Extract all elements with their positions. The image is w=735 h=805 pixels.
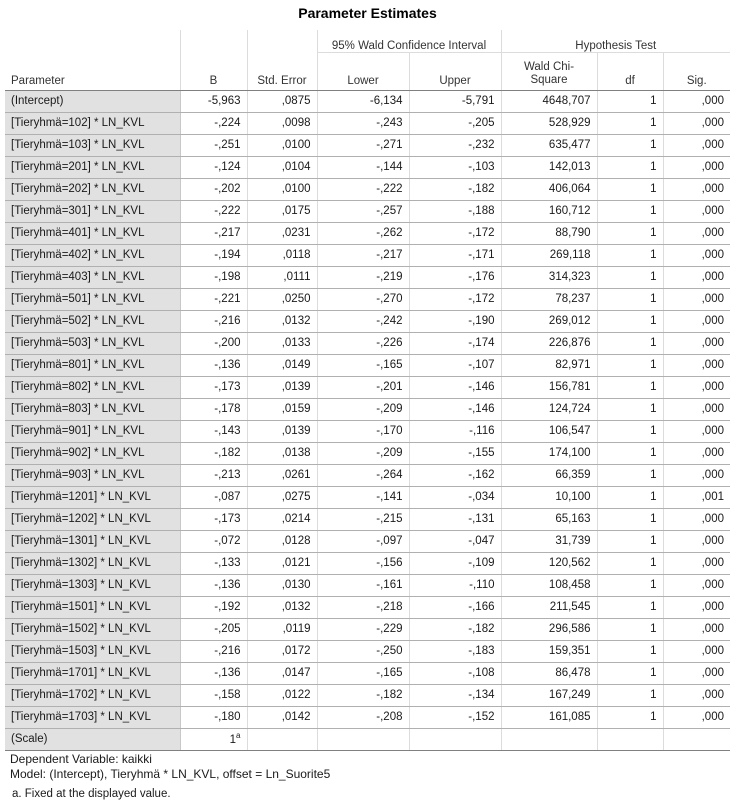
cell-lower: -,141 (317, 487, 409, 509)
cell-sig: ,000 (663, 113, 730, 135)
cell-sig: ,000 (663, 399, 730, 421)
cell-df: 1 (597, 487, 663, 509)
cell-parameter: [Tieryhmä=1501] * LN_KVL (5, 597, 180, 619)
cell-wald-chi-square: 66,359 (501, 465, 597, 487)
cell-parameter: (Scale) (5, 729, 180, 751)
cell-std-error: ,0130 (247, 575, 317, 597)
cell-lower: -,271 (317, 135, 409, 157)
table-row (5, 245, 730, 267)
cell-std-error: ,0275 (247, 487, 317, 509)
cell-b: -,180 (180, 707, 247, 729)
table-row (5, 575, 730, 597)
cell-df: 1 (597, 201, 663, 223)
header-parameter: Parameter (5, 53, 180, 91)
cell-sig: ,000 (663, 91, 730, 113)
cell-parameter: [Tieryhmä=301] * LN_KVL (5, 201, 180, 223)
cell-upper: -,172 (409, 223, 501, 245)
cell-wald-chi-square: 156,781 (501, 377, 597, 399)
cell-b: -,221 (180, 289, 247, 311)
cell-df: 1 (597, 267, 663, 289)
cell-b: -,136 (180, 663, 247, 685)
cell-sig: ,000 (663, 377, 730, 399)
table-row (5, 311, 730, 333)
cell-std-error: ,0104 (247, 157, 317, 179)
cell-parameter: [Tieryhmä=903] * LN_KVL (5, 465, 180, 487)
cell-parameter: [Tieryhmä=801] * LN_KVL (5, 355, 180, 377)
cell-df: 1 (597, 399, 663, 421)
cell-df: 1 (597, 311, 663, 333)
cell-b: -,194 (180, 245, 247, 267)
cell-df: 1 (597, 509, 663, 531)
cell-upper: -,190 (409, 311, 501, 333)
cell-std-error: ,0875 (247, 91, 317, 113)
cell-upper: -,034 (409, 487, 501, 509)
table-row (5, 223, 730, 245)
table-row (5, 399, 730, 421)
cell-b: -,136 (180, 575, 247, 597)
cell-lower: -,161 (317, 575, 409, 597)
cell-upper: -,205 (409, 113, 501, 135)
cell-sig: ,000 (663, 553, 730, 575)
cell-parameter: [Tieryhmä=1702] * LN_KVL (5, 685, 180, 707)
cell-b: -,192 (180, 597, 247, 619)
cell-lower: -,182 (317, 685, 409, 707)
header-wald-chi-square-text: Wald Chi-Square (523, 61, 575, 86)
cell-df: 1 (597, 619, 663, 641)
cell-b: -,198 (180, 267, 247, 289)
cell-wald-chi-square: 406,064 (501, 179, 597, 201)
table-row (5, 663, 730, 685)
cell-wald-chi-square: 167,249 (501, 685, 597, 707)
cell-parameter: [Tieryhmä=1201] * LN_KVL (5, 487, 180, 509)
cell-lower: -,219 (317, 267, 409, 289)
cell-df: 1 (597, 707, 663, 729)
cell-df: 1 (597, 597, 663, 619)
cell-upper: -,103 (409, 157, 501, 179)
cell-b: -,216 (180, 311, 247, 333)
cell-lower: -,209 (317, 443, 409, 465)
parameter-estimates-table (5, 30, 730, 751)
cell-upper: -,134 (409, 685, 501, 707)
cell-std-error: ,0149 (247, 355, 317, 377)
cell-parameter: [Tieryhmä=501] * LN_KVL (5, 289, 180, 311)
cell-b: -,124 (180, 157, 247, 179)
cell-upper: -,152 (409, 707, 501, 729)
cell-b: -,216 (180, 641, 247, 663)
cell-parameter: [Tieryhmä=503] * LN_KVL (5, 333, 180, 355)
cell-std-error: ,0132 (247, 311, 317, 333)
cell-lower: -,262 (317, 223, 409, 245)
cell-sig: ,000 (663, 509, 730, 531)
cell-wald-chi-square: 211,545 (501, 597, 597, 619)
cell-sig: ,000 (663, 465, 730, 487)
cell-lower: -,250 (317, 641, 409, 663)
cell-wald-chi-square: 82,971 (501, 355, 597, 377)
scale-value: 1 (229, 734, 237, 747)
cell-wald-chi-square: 159,351 (501, 641, 597, 663)
cell-wald-chi-square: 142,013 (501, 157, 597, 179)
table-row (5, 443, 730, 465)
cell-std-error: ,0119 (247, 619, 317, 641)
table-row (5, 377, 730, 399)
header-wald-chi-square (501, 53, 597, 91)
cell-upper: -,172 (409, 289, 501, 311)
cell-sig: ,000 (663, 443, 730, 465)
cell-lower: -,226 (317, 333, 409, 355)
cell-upper: -,109 (409, 553, 501, 575)
cell-df: 1 (597, 289, 663, 311)
cell-std-error: ,0214 (247, 509, 317, 531)
cell-wald-chi-square: 296,586 (501, 619, 597, 641)
cell-df: 1 (597, 575, 663, 597)
cell-b: -,158 (180, 685, 247, 707)
cell-sig: ,000 (663, 575, 730, 597)
cell-std-error: ,0133 (247, 333, 317, 355)
table-row (5, 619, 730, 641)
cell-parameter: [Tieryhmä=1302] * LN_KVL (5, 553, 180, 575)
table-row (5, 333, 730, 355)
cell-lower: -,156 (317, 553, 409, 575)
cell-df: 1 (597, 553, 663, 575)
cell-lower: -,097 (317, 531, 409, 553)
cell-empty (663, 729, 730, 751)
cell-std-error: ,0159 (247, 399, 317, 421)
table-row (5, 641, 730, 663)
cell-upper: -,182 (409, 179, 501, 201)
cell-lower: -,229 (317, 619, 409, 641)
cell-df: 1 (597, 91, 663, 113)
cell-wald-chi-square: 78,237 (501, 289, 597, 311)
cell-upper: -,188 (409, 201, 501, 223)
cell-std-error: ,0121 (247, 553, 317, 575)
cell-parameter: [Tieryhmä=201] * LN_KVL (5, 157, 180, 179)
table-row (5, 91, 730, 113)
cell-parameter: [Tieryhmä=1301] * LN_KVL (5, 531, 180, 553)
table-row (5, 289, 730, 311)
cell-df: 1 (597, 157, 663, 179)
cell-wald-chi-square: 528,929 (501, 113, 597, 135)
cell-std-error: ,0172 (247, 641, 317, 663)
table-row (5, 707, 730, 729)
cell-sig: ,000 (663, 421, 730, 443)
cell-b: -,072 (180, 531, 247, 553)
footnote-marker: a (236, 731, 241, 741)
cell-parameter: [Tieryhmä=403] * LN_KVL (5, 267, 180, 289)
header-df: df (597, 53, 663, 91)
cell-sig: ,000 (663, 267, 730, 289)
cell-wald-chi-square: 88,790 (501, 223, 597, 245)
cell-lower: -,217 (317, 245, 409, 267)
cell-parameter: [Tieryhmä=902] * LN_KVL (5, 443, 180, 465)
cell-lower: -,257 (317, 201, 409, 223)
cell-wald-chi-square: 161,085 (501, 707, 597, 729)
cell-parameter: [Tieryhmä=803] * LN_KVL (5, 399, 180, 421)
header-blank (247, 30, 317, 53)
cell-b: -,217 (180, 223, 247, 245)
header-blank (5, 30, 180, 53)
cell-parameter: [Tieryhmä=202] * LN_KVL (5, 179, 180, 201)
cell-b: -5,963 (180, 91, 247, 113)
cell-empty (501, 729, 597, 751)
cell-df: 1 (597, 333, 663, 355)
table-row (5, 113, 730, 135)
cell-std-error: ,0175 (247, 201, 317, 223)
cell-b (180, 729, 247, 751)
table-row (5, 179, 730, 201)
cell-std-error: ,0098 (247, 113, 317, 135)
cell-parameter: [Tieryhmä=1303] * LN_KVL (5, 575, 180, 597)
cell-wald-chi-square: 120,562 (501, 553, 597, 575)
cell-upper: -,047 (409, 531, 501, 553)
cell-std-error: ,0142 (247, 707, 317, 729)
cell-upper: -,174 (409, 333, 501, 355)
cell-wald-chi-square: 65,163 (501, 509, 597, 531)
cell-empty (409, 729, 501, 751)
cell-sig: ,000 (663, 707, 730, 729)
cell-lower: -,242 (317, 311, 409, 333)
cell-b: -,200 (180, 333, 247, 355)
table-row (5, 201, 730, 223)
cell-lower: -,170 (317, 421, 409, 443)
cell-parameter: [Tieryhmä=402] * LN_KVL (5, 245, 180, 267)
cell-sig: ,000 (663, 223, 730, 245)
cell-wald-chi-square: 106,547 (501, 421, 597, 443)
cell-b: -,133 (180, 553, 247, 575)
cell-wald-chi-square: 108,458 (501, 575, 597, 597)
cell-lower: -,264 (317, 465, 409, 487)
cell-upper: -,176 (409, 267, 501, 289)
cell-b: -,173 (180, 509, 247, 531)
cell-parameter: [Tieryhmä=1503] * LN_KVL (5, 641, 180, 663)
cell-df: 1 (597, 113, 663, 135)
cell-std-error: ,0100 (247, 135, 317, 157)
cell-sig: ,000 (663, 289, 730, 311)
table-row (5, 355, 730, 377)
cell-b: -,178 (180, 399, 247, 421)
cell-upper: -,182 (409, 619, 501, 641)
table-row (5, 465, 730, 487)
cell-lower: -,165 (317, 355, 409, 377)
cell-b: -,136 (180, 355, 247, 377)
cell-sig: ,000 (663, 685, 730, 707)
cell-sig: ,000 (663, 619, 730, 641)
header-b: B (180, 53, 247, 91)
cell-sig: ,000 (663, 135, 730, 157)
cell-lower: -,208 (317, 707, 409, 729)
cell-wald-chi-square: 86,478 (501, 663, 597, 685)
header-lower: Lower (317, 53, 409, 91)
table-row (5, 597, 730, 619)
cell-b: -,182 (180, 443, 247, 465)
cell-std-error: ,0231 (247, 223, 317, 245)
cell-df: 1 (597, 663, 663, 685)
header-std-error: Std. Error (247, 53, 317, 91)
cell-lower: -6,134 (317, 91, 409, 113)
cell-sig: ,000 (663, 333, 730, 355)
cell-df: 1 (597, 421, 663, 443)
cell-wald-chi-square: 124,724 (501, 399, 597, 421)
cell-std-error: ,0122 (247, 685, 317, 707)
cell-b: -,222 (180, 201, 247, 223)
cell-upper: -,116 (409, 421, 501, 443)
cell-parameter: [Tieryhmä=802] * LN_KVL (5, 377, 180, 399)
cell-empty (317, 729, 409, 751)
cell-upper: -,171 (409, 245, 501, 267)
cell-upper: -,162 (409, 465, 501, 487)
cell-parameter: [Tieryhmä=901] * LN_KVL (5, 421, 180, 443)
cell-df: 1 (597, 531, 663, 553)
cell-b: -,087 (180, 487, 247, 509)
table-row-scale (5, 729, 730, 751)
cell-wald-chi-square: 4648,707 (501, 91, 597, 113)
cell-wald-chi-square: 635,477 (501, 135, 597, 157)
cell-upper: -,146 (409, 377, 501, 399)
cell-std-error: ,0139 (247, 421, 317, 443)
cell-parameter: (Intercept) (5, 91, 180, 113)
cell-lower: -,201 (317, 377, 409, 399)
table-title: Parameter Estimates (298, 5, 437, 21)
cell-wald-chi-square: 314,323 (501, 267, 597, 289)
header-upper: Upper (409, 53, 501, 91)
cell-b: -,202 (180, 179, 247, 201)
cell-b: -,143 (180, 421, 247, 443)
cell-std-error: ,0138 (247, 443, 317, 465)
cell-std-error: ,0111 (247, 267, 317, 289)
cell-parameter: [Tieryhmä=1703] * LN_KVL (5, 707, 180, 729)
cell-upper: -,146 (409, 399, 501, 421)
header-blank (180, 30, 247, 53)
cell-sig: ,000 (663, 157, 730, 179)
table-row (5, 531, 730, 553)
cell-wald-chi-square: 226,876 (501, 333, 597, 355)
cell-wald-chi-square: 31,739 (501, 531, 597, 553)
cell-lower: -,243 (317, 113, 409, 135)
cell-wald-chi-square: 269,012 (501, 311, 597, 333)
cell-parameter: [Tieryhmä=1502] * LN_KVL (5, 619, 180, 641)
cell-df: 1 (597, 443, 663, 465)
cell-parameter: [Tieryhmä=502] * LN_KVL (5, 311, 180, 333)
cell-sig: ,000 (663, 641, 730, 663)
cell-std-error: ,0261 (247, 465, 317, 487)
cell-lower: -,222 (317, 179, 409, 201)
table-row (5, 553, 730, 575)
table-row (5, 509, 730, 531)
table-row (5, 421, 730, 443)
table-row (5, 157, 730, 179)
table-row (5, 135, 730, 157)
cell-sig: ,000 (663, 245, 730, 267)
cell-df: 1 (597, 465, 663, 487)
table-row (5, 267, 730, 289)
cell-upper: -,110 (409, 575, 501, 597)
table-row (5, 685, 730, 707)
cell-wald-chi-square: 269,118 (501, 245, 597, 267)
cell-wald-chi-square: 160,712 (501, 201, 597, 223)
cell-df: 1 (597, 685, 663, 707)
cell-b: -,205 (180, 619, 247, 641)
cell-std-error: ,0250 (247, 289, 317, 311)
header-wald-ci: 95% Wald Confidence Interval (317, 30, 501, 53)
cell-upper: -5,791 (409, 91, 501, 113)
footnote-model: Model: (Intercept), Tieryhmä * LN_KVL, offset = Ln_Suorite5 (10, 767, 331, 781)
cell-std-error: ,0147 (247, 663, 317, 685)
footnote-a: a. Fixed at the displayed value. (12, 788, 171, 800)
header-hypothesis-test: Hypothesis Test (501, 30, 730, 53)
cell-parameter: [Tieryhmä=1202] * LN_KVL (5, 509, 180, 531)
cell-df: 1 (597, 223, 663, 245)
cell-lower: -,218 (317, 597, 409, 619)
cell-parameter: [Tieryhmä=103] * LN_KVL (5, 135, 180, 157)
cell-wald-chi-square: 10,100 (501, 487, 597, 509)
cell-wald-chi-square: 174,100 (501, 443, 597, 465)
cell-sig: ,000 (663, 355, 730, 377)
cell-b: -,251 (180, 135, 247, 157)
cell-upper: -,108 (409, 663, 501, 685)
cell-sig: ,000 (663, 311, 730, 333)
table-row (5, 487, 730, 509)
cell-upper: -,155 (409, 443, 501, 465)
cell-sig: ,000 (663, 201, 730, 223)
cell-upper: -,232 (409, 135, 501, 157)
cell-sig: ,000 (663, 663, 730, 685)
footnote-dependent-variable: Dependent Variable: kaikki (10, 752, 152, 766)
cell-df: 1 (597, 135, 663, 157)
cell-parameter: [Tieryhmä=1701] * LN_KVL (5, 663, 180, 685)
cell-b: -,173 (180, 377, 247, 399)
cell-empty (597, 729, 663, 751)
cell-std-error: ,0118 (247, 245, 317, 267)
cell-sig: ,000 (663, 597, 730, 619)
cell-lower: -,144 (317, 157, 409, 179)
cell-parameter: [Tieryhmä=102] * LN_KVL (5, 113, 180, 135)
header-sig: Sig. (663, 53, 730, 91)
cell-sig: ,001 (663, 487, 730, 509)
cell-lower: -,270 (317, 289, 409, 311)
cell-upper: -,166 (409, 597, 501, 619)
cell-df: 1 (597, 355, 663, 377)
cell-lower: -,215 (317, 509, 409, 531)
cell-df: 1 (597, 641, 663, 663)
cell-lower: -,165 (317, 663, 409, 685)
cell-sig: ,000 (663, 531, 730, 553)
cell-empty (247, 729, 317, 751)
cell-b: -,213 (180, 465, 247, 487)
cell-b: -,224 (180, 113, 247, 135)
cell-df: 1 (597, 377, 663, 399)
cell-sig: ,000 (663, 179, 730, 201)
cell-df: 1 (597, 245, 663, 267)
cell-upper: -,131 (409, 509, 501, 531)
cell-std-error: ,0139 (247, 377, 317, 399)
cell-lower: -,209 (317, 399, 409, 421)
cell-upper: -,107 (409, 355, 501, 377)
cell-std-error: ,0128 (247, 531, 317, 553)
cell-std-error: ,0100 (247, 179, 317, 201)
cell-std-error: ,0132 (247, 597, 317, 619)
cell-upper: -,183 (409, 641, 501, 663)
cell-parameter: [Tieryhmä=401] * LN_KVL (5, 223, 180, 245)
cell-df: 1 (597, 179, 663, 201)
